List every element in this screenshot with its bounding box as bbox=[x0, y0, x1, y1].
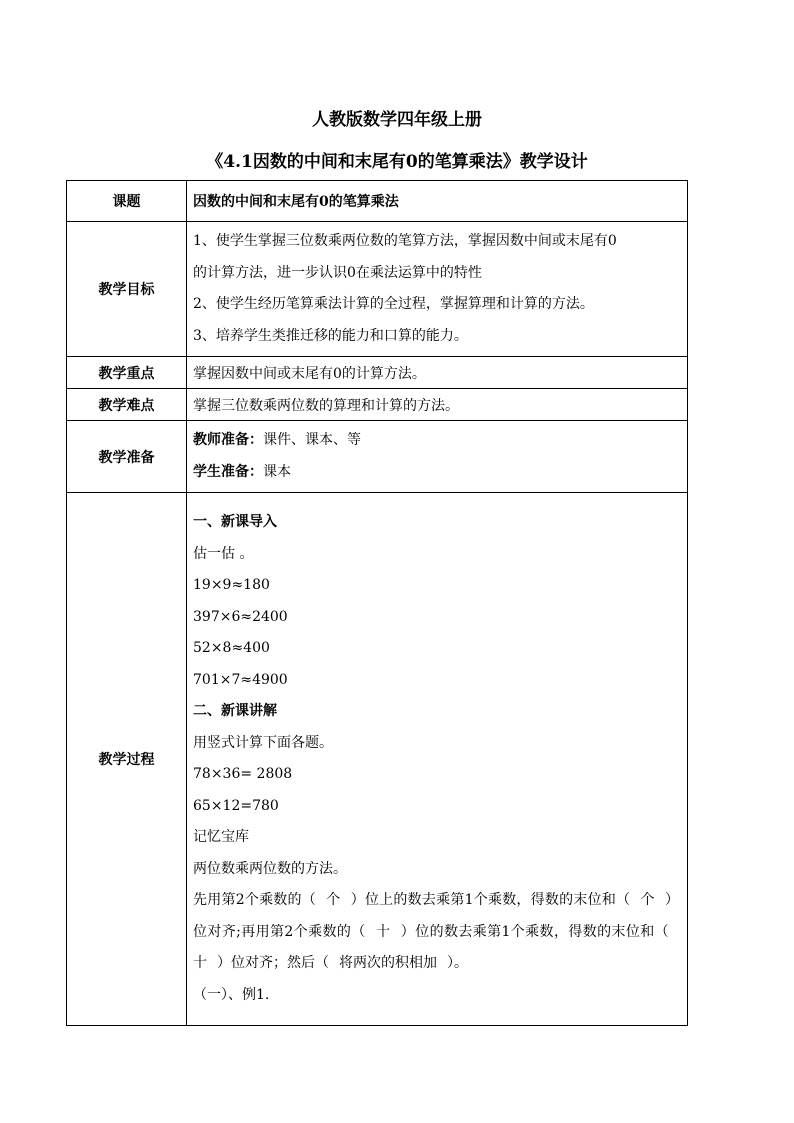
section-heading: 一、新课导入 bbox=[193, 514, 277, 530]
estimate-item: 701×7≈4900 bbox=[193, 671, 288, 688]
method-text: ）位对齐;再用第2个乘数的（ bbox=[193, 892, 679, 940]
method-answer: 十 bbox=[193, 955, 207, 971]
example-heading: （一）、例1. bbox=[193, 986, 270, 1003]
method-text: ）位的数去乘第1个乘数，得数的末位和（ bbox=[400, 923, 670, 940]
teacher-preparation-value: 课件、课本、等 bbox=[263, 432, 361, 448]
method-text: ）位对齐；然后（ bbox=[217, 955, 329, 971]
method-text: 先用第2个乘数的（ bbox=[193, 892, 317, 908]
estimate-item: 19×9≈180 bbox=[193, 577, 270, 593]
section-heading: 二、新课讲解 bbox=[193, 703, 277, 719]
calc-prompt: 用竖式计算下面各题。 bbox=[193, 734, 333, 751]
row-goals bbox=[67, 222, 688, 357]
estimate-item: 397×6≈2400 bbox=[193, 608, 288, 625]
student-preparation bbox=[193, 457, 679, 489]
row-preparation bbox=[67, 421, 688, 493]
difficulties-value: 掌握三位数乘两位数的算理和计算的方法。 bbox=[187, 389, 688, 421]
student-preparation-value: 课本 bbox=[263, 463, 291, 480]
method-text: ）。 bbox=[447, 955, 468, 971]
method-heading: 两位数乘两位数的方法。 bbox=[193, 860, 347, 877]
process-label: 教学过程 bbox=[67, 493, 187, 1026]
goals-content bbox=[187, 222, 688, 357]
preparation-label: 教学准备 bbox=[67, 421, 187, 493]
preparation-content bbox=[187, 421, 688, 493]
teacher-preparation-label: 教师准备： bbox=[193, 432, 263, 448]
estimate-prompt: 估一估 。 bbox=[193, 545, 254, 562]
estimate-item: 52×8≈400 bbox=[193, 640, 270, 656]
lesson-plan-table bbox=[66, 180, 688, 1026]
goal-line: 2、使学生经历笔算乘法计算的全过程，掌握算理和计算的方法。 bbox=[193, 296, 594, 312]
difficulties-label: 教学难点 bbox=[67, 389, 187, 421]
goal-line: 1、使学生掌握三位数乘两位数的笔算方法，掌握因数中间或末尾有0 bbox=[193, 233, 617, 249]
key-points-label: 教学重点 bbox=[67, 357, 187, 389]
document-subtitle: 《4.1因数的中间和末尾有0的笔算乘法》教学设计 bbox=[206, 152, 588, 172]
row-process bbox=[67, 493, 688, 1026]
method-text: ）位上的数去乘第1个乘数，得数的末位和（ bbox=[350, 892, 631, 908]
process-content bbox=[187, 493, 688, 1026]
goals-label: 教学目标 bbox=[67, 222, 187, 357]
goal-line: 的计算方法，进一步认识0在乘法运算中的特性 bbox=[193, 264, 482, 281]
calc-item: 65×12=780 bbox=[193, 797, 279, 814]
student-preparation-label: 学生准备： bbox=[193, 463, 263, 480]
method-answer: 个 bbox=[640, 892, 655, 908]
memory-heading: 记忆宝库 bbox=[193, 829, 249, 845]
goal-line: 3、培养学生类推迁移的能力和口算的能力。 bbox=[193, 327, 468, 344]
calc-item: 78×36= 2808 bbox=[193, 766, 293, 782]
method-paragraph bbox=[193, 885, 679, 980]
row-difficulties bbox=[67, 389, 688, 421]
topic-label: 课题 bbox=[67, 181, 187, 222]
document-title: 人教版数学四年级上册 bbox=[312, 110, 482, 130]
row-topic bbox=[67, 181, 688, 222]
method-answer: 个 bbox=[326, 892, 341, 908]
method-answer: 将两次的积相加 bbox=[339, 955, 437, 971]
teacher-preparation bbox=[193, 425, 679, 457]
row-key-points bbox=[67, 357, 688, 389]
topic-value: 因数的中间和末尾有0的笔算乘法 bbox=[187, 181, 688, 222]
key-points-value: 掌握因数中间或末尾有0的计算方法。 bbox=[187, 357, 688, 389]
method-answer: 十 bbox=[375, 923, 391, 940]
